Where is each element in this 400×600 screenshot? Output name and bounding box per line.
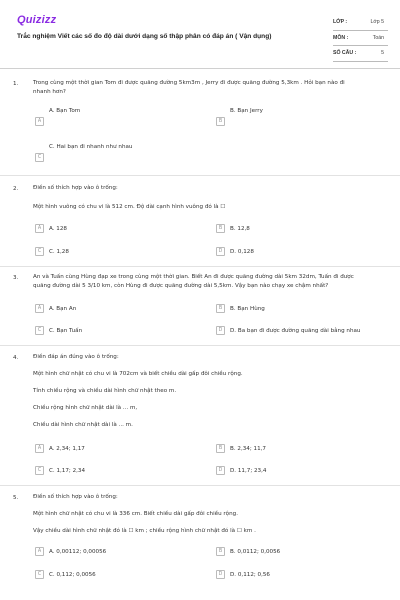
question-divider: [0, 266, 400, 267]
option-a[interactable]: A A. 2,34; 1,17: [35, 443, 85, 454]
option-c[interactable]: C C. Bạn Tuấn: [35, 325, 82, 336]
option-c[interactable]: C C. 1,17; 2,34: [35, 465, 85, 476]
option-a[interactable]: A. Bạn Tom A: [35, 108, 185, 126]
option-b[interactable]: B B. Bạn Hùng: [216, 303, 265, 314]
option-letter: B: [216, 117, 225, 126]
option-a[interactable]: A A. 128: [35, 223, 67, 234]
option-d[interactable]: D D. Ba bạn đi được đường quãng dài bằng nhau: [216, 325, 360, 336]
option-d[interactable]: D D. 11,7; 23,4: [216, 465, 266, 476]
meta-panel: [333, 15, 388, 62]
question-number: 2.: [13, 186, 19, 192]
question-text: Một hình vuông có chu vi là 512 cm. Độ dài cạnh hình vuông đó là ☐: [33, 204, 226, 210]
question-text: Tính chiều rộng và chiều dài hình chữ nhật theo m.: [33, 388, 177, 394]
question-text: An và Tuấn cùng Hùng đạp xe trong cùng một thời gian. Biết An đi được quãng đường dài 5km 32dm, Tuấn đi được: [33, 274, 354, 280]
question-text: Vậy chiều dài hình chữ nhật đó là ☐ km ; chiều rộng hình chữ nhật đó là ☐ km .: [33, 528, 256, 534]
option-a[interactable]: A A. Bạn An: [35, 303, 76, 314]
question-number: 4.: [13, 355, 19, 361]
option-c[interactable]: C. Hai bạn đi nhanh như nhau C: [35, 144, 185, 162]
page-title: Trắc nghiệm Viết các số đo độ dài dưới dạng số thập phân có đáp án ( Vận dụng): [17, 33, 272, 40]
question-text: Một hình chữ nhật có chu vi là 336 cm. Biết chiều dài gấp đôi chiều rộng.: [33, 511, 238, 517]
question-number: 1.: [13, 81, 19, 87]
option-letter: C: [35, 153, 44, 162]
question-text: Một hình chữ nhật có chu vi là 702cm và biết chiều dài gấp đôi chiều rộng.: [33, 371, 243, 377]
question-text: Trong cùng một thời gian Tom đi được quãng đường 5km3m , Jerry đi được quãng đường 5,3km . Hỏi bạn nào đi: [33, 80, 345, 86]
option-d[interactable]: D D. 0,128: [216, 246, 254, 257]
question-number: 3.: [13, 275, 19, 281]
brand-logo: Quizizz: [17, 14, 57, 26]
question-divider: [0, 485, 400, 486]
question-text: nhanh hơn?: [33, 89, 66, 95]
option-letter: A: [35, 117, 44, 126]
option-d[interactable]: D D. 0,112; 0,56: [216, 569, 270, 580]
question-text: Điền số thích hợp vào ô trống:: [33, 185, 118, 191]
option-b[interactable]: B B. 0,0112; 0,0056: [216, 546, 280, 557]
meta-subject: MÔN : Toán: [333, 31, 388, 47]
option-c[interactable]: C C. 1,28: [35, 246, 69, 257]
option-c[interactable]: C C. 0,112; 0,0056: [35, 569, 96, 580]
meta-question-count: SỐ CÂU : 5: [333, 46, 388, 62]
question-number: 5.: [13, 495, 19, 501]
question-divider: [0, 175, 400, 176]
question-text: Điền số thích hợp vào ô trống:: [33, 494, 118, 500]
question-text: quãng đường dài 5 3/10 km, còn Hùng đi được quãng đường dài 5,5km. Vậy bạn nào chạy xe chậm nhất?: [33, 283, 329, 289]
option-b[interactable]: B B. 12,8: [216, 223, 250, 234]
option-b[interactable]: B. Bạn Jerry B: [216, 108, 366, 126]
question-text: Chiều dài hình chữ nhật dài là ... m.: [33, 422, 133, 428]
header-divider: [0, 68, 400, 69]
option-b[interactable]: B B. 2,34; 11,7: [216, 443, 266, 454]
option-a[interactable]: A A. 0,00112; 0,00056: [35, 546, 106, 557]
question-text: Chiều rộng hình chữ nhật dài là ... m,: [33, 405, 138, 411]
question-text: Điền đáp án đúng vào ô trống:: [33, 354, 119, 360]
question-divider: [0, 345, 400, 346]
meta-class: LỚP : Lớp 5: [333, 15, 388, 31]
